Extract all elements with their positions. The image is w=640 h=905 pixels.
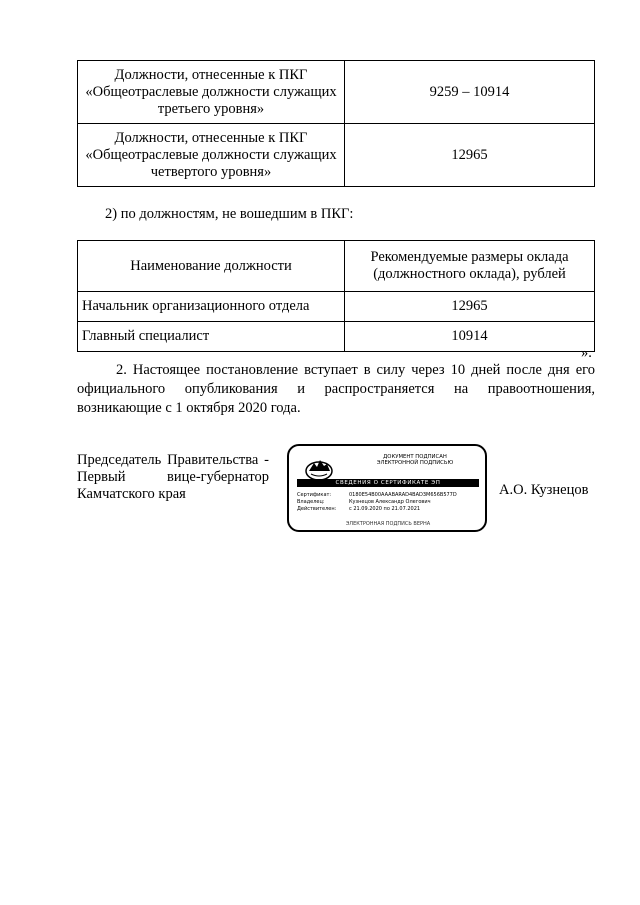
paragraph-line: 2. Настоящее постановление вступает в силу через 10 дней после дня его [116,362,595,378]
table-row [78,124,595,187]
table-header-row [78,241,595,292]
salary-cell: 12965 [345,292,595,322]
electronic-signature-stamp [287,444,487,532]
position-cell: Начальник организационного отдела [78,292,345,322]
table-row [78,61,595,124]
signatory-title-line: Первый вице-губернатор [77,469,269,485]
position-cell: Главный специалист [78,322,345,352]
column-header-salary: Рекомендуемые размеры оклада (должностного оклада), рублей [345,241,595,292]
emblem-icon [303,454,335,482]
validity-label: Действителен: [297,506,337,512]
cert-label: Сертификат: [297,492,332,498]
salary-table-non-pkg [77,240,595,352]
position-cell: Должности, отнесенные к ПКГ «Общеотраслевые должности служащих третьего уровня» [78,61,345,124]
signatory-title-line: Председатель Правительства - [77,452,269,468]
validity-value: с 21.09.2020 по 21.07.2021 [349,506,421,512]
stamp-footer: ЭЛЕКТРОННАЯ ПОДПИСЬ ВЕРНА [345,521,431,527]
signatory-title [77,452,269,503]
column-header-position: Наименование должности [78,241,345,292]
validity-row [297,506,420,512]
stamp-title-line: ЭЛЕКТРОННОЙ ПОДПИСЬЮ [376,460,454,466]
signatory-name: А.О. Кузнецов [499,482,589,498]
cert-value: 0180E54B00AAABARAD4BAD3M656B577D [349,492,457,498]
owner-row [297,499,431,505]
salary-table-pkg [77,60,595,187]
salary-cell: 9259 – 10914 [345,61,595,124]
stamp-title-line: ДОКУМЕНТ ПОДПИСАН [383,454,447,460]
table-row [78,322,595,352]
owner-value: Кузнецов Александр Олегович [349,499,431,505]
owner-label: Владелец: [297,499,325,505]
subsection-label: 2) по должностям, не вошедшим в ПКГ: [105,206,354,222]
salary-cell: 12965 [345,124,595,187]
paragraph-line: официального опубликования и распространяется на правоотношения, [77,381,595,397]
signatory-title-line: Камчатского края [77,486,186,502]
cert-row [297,492,457,498]
paragraph-line: возникающие с 1 октября 2020 года. [77,400,301,416]
stamp-header-bar: СВЕДЕНИЯ О СЕРТИФИКАТЕ ЭП [297,479,479,487]
salary-cell: 10914 [345,322,595,352]
stamp-title [355,454,475,466]
position-cell: Должности, отнесенные к ПКГ «Общеотраслевые должности служащих четвертого уровня» [78,124,345,187]
table-row [78,292,595,322]
closing-quote: ». [581,345,592,361]
